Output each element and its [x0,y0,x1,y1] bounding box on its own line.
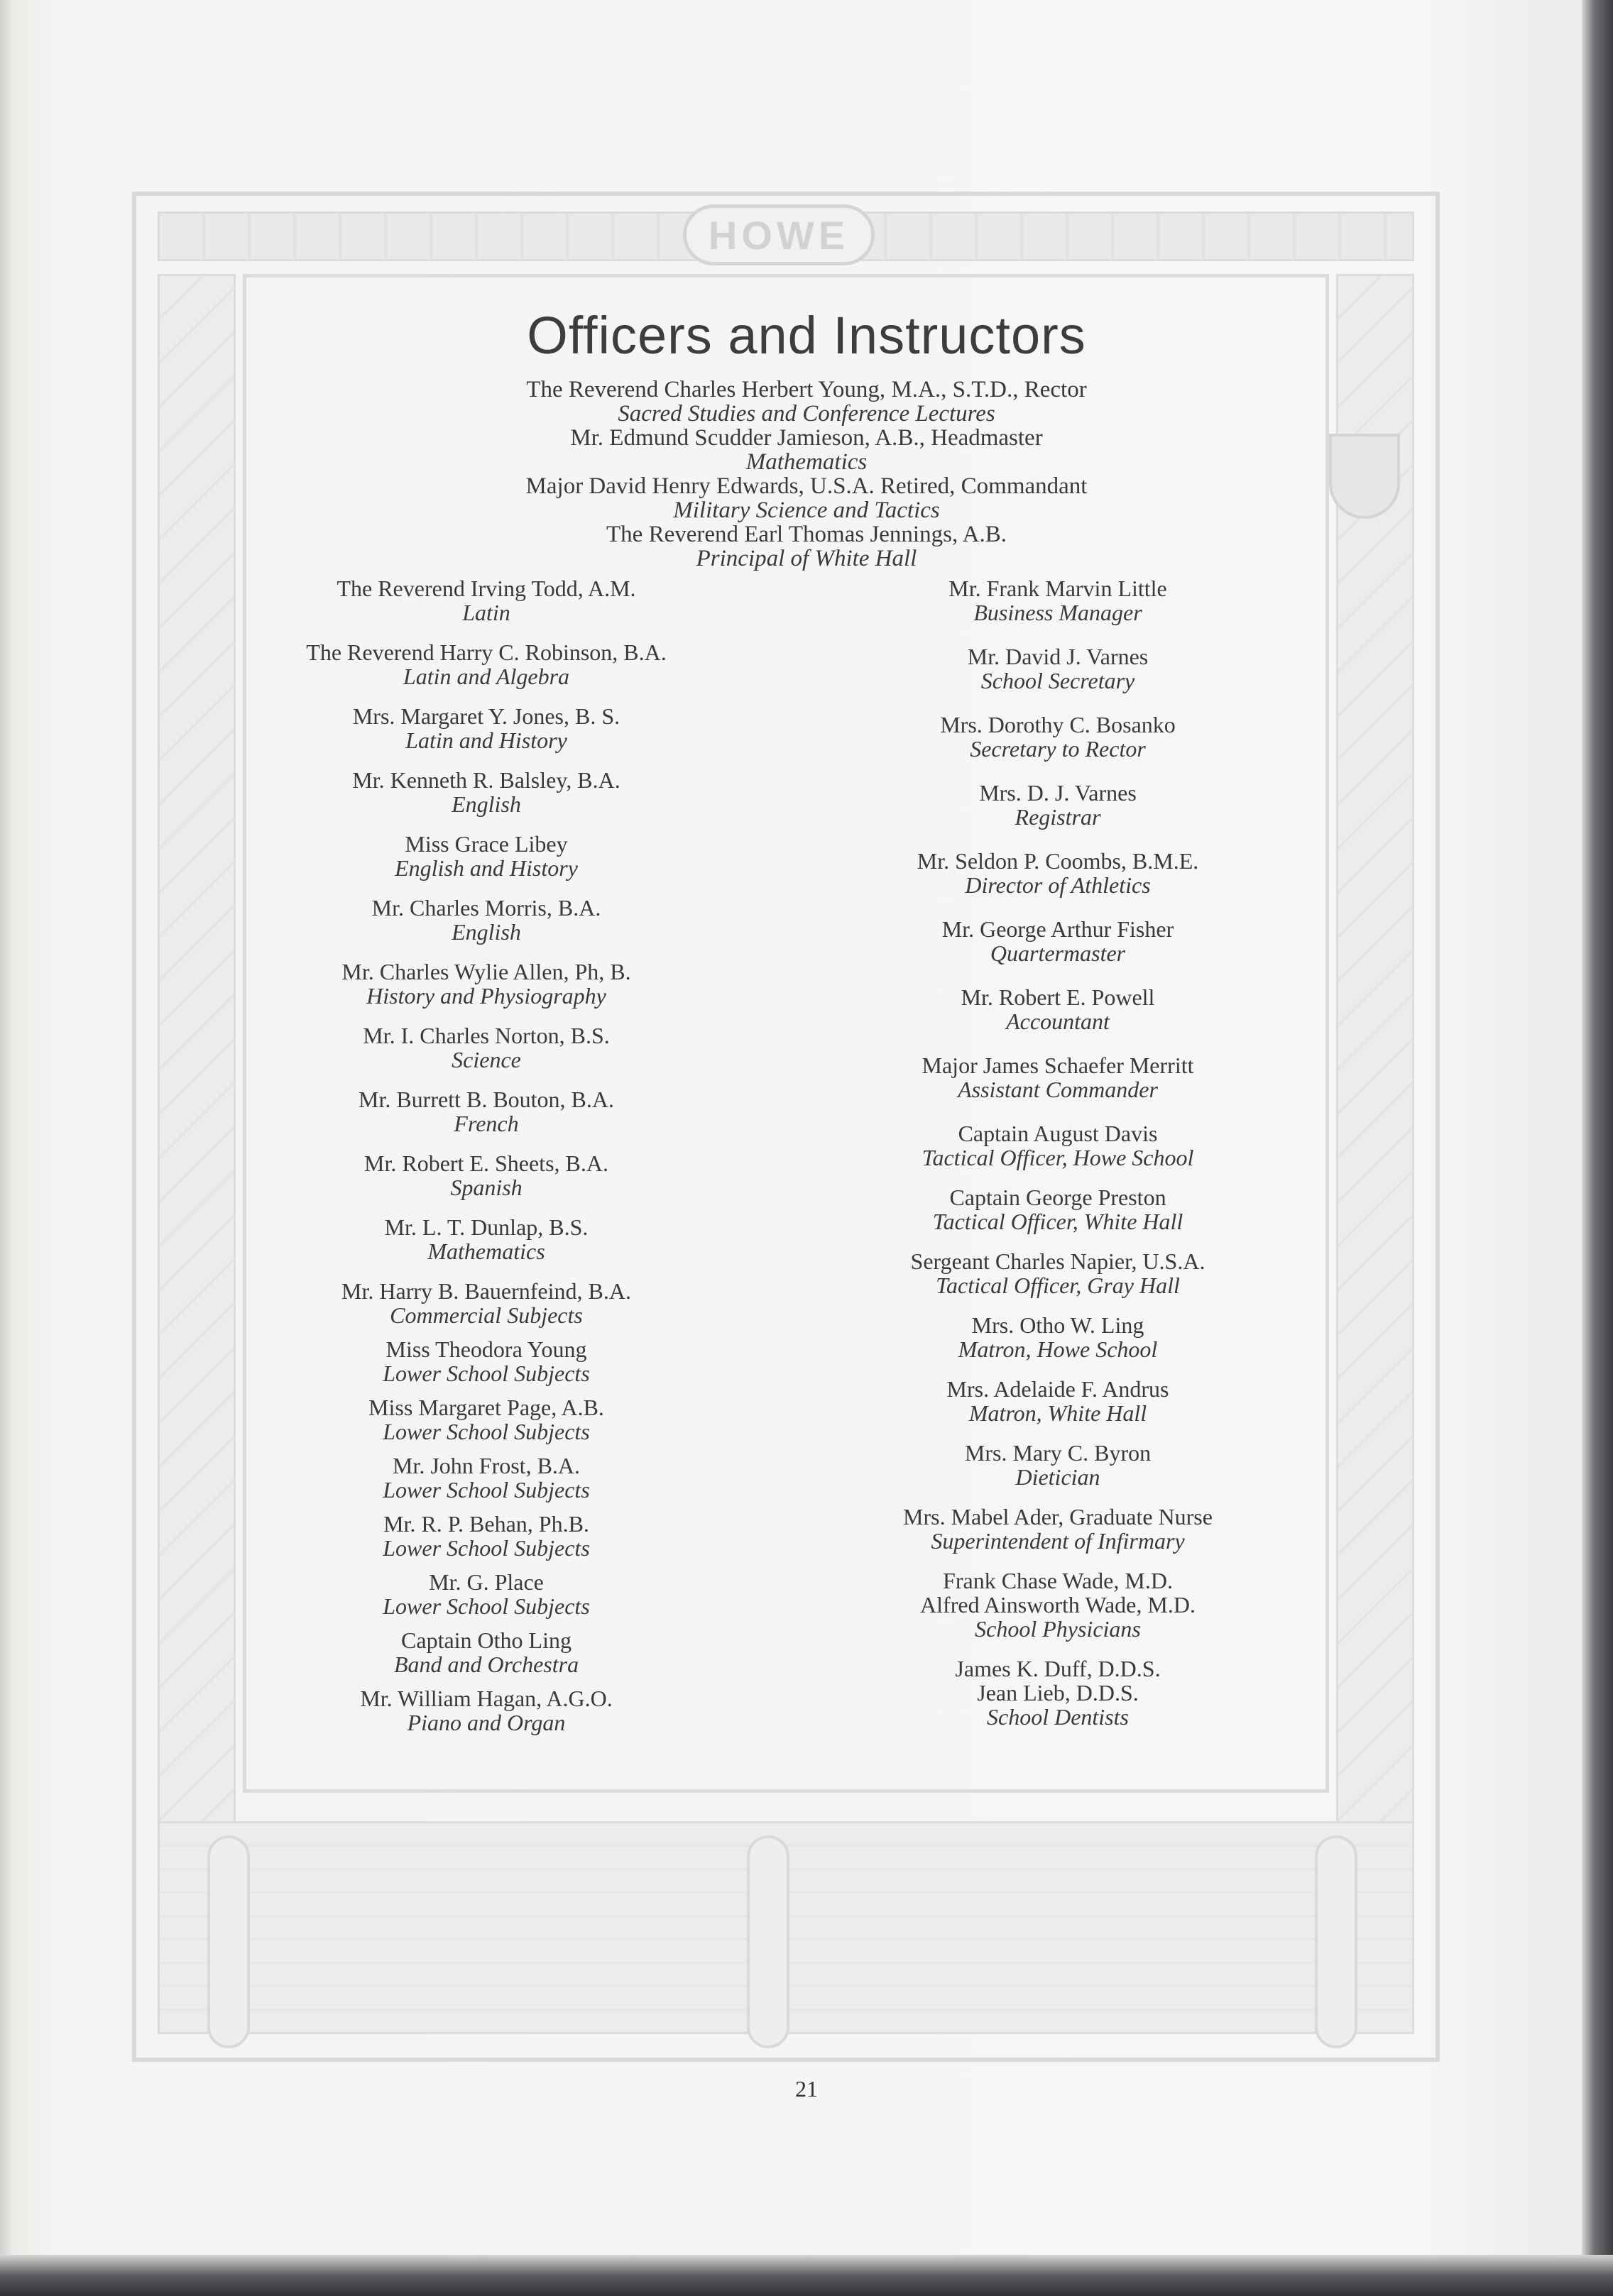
staff-role: School Dentists [987,1704,1129,1730]
officers-column [802,576,1313,1729]
staff-entry [234,704,738,752]
staff-entry [234,1337,738,1385]
book-spine-edge [1582,0,1613,2296]
staff-entry [234,1215,738,1263]
staff-name: Mrs. Mary C. Byron [964,1440,1152,1466]
staff-role: Matron, White Hall [968,1400,1147,1426]
staff-role: Mathematics [427,1238,545,1264]
staff-entry [802,849,1313,897]
staff-name: James K. Duff, D.D.S. [955,1656,1161,1681]
staff-role: Quartermaster [990,940,1126,966]
staff-name: Miss Grace Libey [405,831,568,857]
staff-entry [802,985,1313,1033]
staff-entry [234,1151,738,1199]
staff-name: Captain George Preston [949,1185,1166,1210]
staff-name: Mr. Burrett B. Bouton, B.A. [358,1087,614,1112]
staff-role: School Secretary [980,668,1135,693]
staff-role: English [452,791,521,817]
staff-name: Jean Lieb, D.D.S. [977,1680,1139,1705]
staff-role: Lower School Subjects [383,1477,590,1503]
staff-role: Latin and Algebra [403,664,570,689]
staff-name: Alfred Ainsworth Wade, M.D. [920,1592,1196,1617]
staff-role: Spanish [450,1175,523,1200]
staff-name: Mr. Kenneth R. Balsley, B.A. [352,767,620,793]
senior-officers [0,378,1613,571]
staff-role: Lower School Subjects [383,1361,590,1386]
staff-entry [802,1569,1313,1641]
staff-role: Lower School Subjects [383,1593,590,1619]
staff-entry [802,1505,1313,1553]
staff-name: Miss Theodora Young [386,1336,587,1362]
header-line: The Reverend Charles Herbert Young, M.A., S.T.D., Rector [526,377,1087,402]
staff-entry [234,832,738,880]
staff-entry [234,1686,738,1735]
staff-name: Mr. L. T. Dunlap, B.S. [384,1214,589,1240]
staff-entry [802,1121,1313,1170]
staff-entry [234,768,738,816]
header-line: Military Science and Tactics [673,498,940,523]
staff-role: Registrar [1015,804,1101,830]
staff-entry [234,1023,738,1072]
staff-name: Mr. R. P. Behan, Ph.B. [383,1511,589,1537]
staff-role: English [452,919,521,945]
staff-role: Accountant [1006,1009,1110,1034]
staff-role: Secretary to Rector [970,736,1146,762]
staff-entry [802,644,1313,693]
staff-entry [234,1570,738,1618]
staff-name: Captain Otho Ling [401,1627,572,1653]
staff-entry [234,640,738,688]
staff-name: Frank Chase Wade, M.D. [943,1568,1173,1593]
staff-name: Mr. David J. Varnes [967,644,1149,669]
staff-entry [802,1441,1313,1489]
staff-name: Sergeant Charles Napier, U.S.A. [910,1248,1205,1274]
staff-entry [802,576,1313,625]
header-line: Sacred Studies and Conference Lectures [618,401,995,427]
staff-entry [234,1512,738,1560]
staff-role: Business Manager [973,600,1142,625]
staff-name: Mr. Seldon P. Coombs, B.M.E. [917,848,1199,874]
staff-role: French [454,1111,519,1136]
staff-entry [234,1087,738,1136]
staff-entry [234,1279,738,1327]
staff-name: Mr. G. Place [429,1569,544,1595]
staff-entry [802,1185,1313,1234]
staff-role: Matron, Howe School [958,1336,1158,1362]
staff-role: Tactical Officer, Gray Hall [936,1273,1180,1298]
staff-name: Mrs. Margaret Y. Jones, B. S. [352,703,620,729]
staff-role: Tactical Officer, Howe School [922,1145,1194,1170]
staff-entry [802,1053,1313,1102]
staff-role: School Physicians [975,1616,1141,1642]
header-line: Mathematics [745,449,868,475]
staff-name: Mr. William Hagan, A.G.O. [360,1686,613,1711]
staff-name: Mrs. Otho W. Ling [971,1312,1144,1338]
staff-role: Assistant Commander [958,1077,1158,1102]
staff-role: Piano and Organ [407,1710,566,1735]
header-line: Mr. Edmund Scudder Jamieson, A.B., Headmaster [570,425,1043,451]
staff-role: Lower School Subjects [383,1419,590,1444]
staff-entry [234,576,738,625]
howe-crest-label: HOWE [708,212,850,258]
staff-name: Mrs. D. J. Varnes [979,780,1137,806]
header-line: Principal of White Hall [696,546,917,571]
staff-name: The Reverend Harry C. Robinson, B.A. [306,639,667,665]
staff-name: Mrs. Adelaide F. Andrus [946,1376,1169,1402]
scroll-ornament-icon [747,1835,789,2048]
staff-role: Superintendent of Infirmary [931,1528,1185,1554]
header-line: The Reverend Earl Thomas Jennings, A.B. [606,522,1007,547]
staff-entry [234,1454,738,1502]
staff-role: Tactical Officer, White Hall [932,1209,1183,1234]
staff-name: Mrs. Dorothy C. Bosanko [940,712,1176,737]
staff-name: Mr. John Frost, B.A. [392,1453,581,1478]
staff-role: Lower School Subjects [383,1535,590,1561]
scroll-ornament-icon [1315,1835,1357,2048]
staff-role: Director of Athletics [965,872,1151,898]
staff-entry [234,1628,738,1676]
staff-name: Miss Margaret Page, A.B. [368,1395,604,1420]
staff-role: Band and Orchestra [393,1652,579,1677]
page-number: 21 [795,2076,818,2102]
howe-crest [683,204,875,265]
staff-role: Commercial Subjects [390,1302,583,1328]
staff-entry [802,1249,1313,1297]
staff-entry [234,960,738,1008]
staff-role: Dietician [1015,1464,1100,1490]
staff-name: Mr. Robert E. Powell [961,984,1155,1010]
staff-entry [234,896,738,944]
staff-role: History and Physiography [366,983,606,1009]
scan-bottom-edge [0,2255,1613,2296]
staff-name: The Reverend Irving Todd, A.M. [337,576,636,601]
staff-name: Major James Schaefer Merritt [922,1053,1194,1078]
header-line: Major David Henry Edwards, U.S.A. Retired, Commandant [525,473,1088,499]
scroll-ornament-icon [207,1835,250,2048]
staff-name: Captain August Davis [958,1121,1158,1146]
staff-name: Mr. Charles Wylie Allen, Ph, B. [341,959,631,984]
staff-name: Mr. George Arthur Fisher [941,916,1174,942]
staff-role: Latin [462,600,510,625]
staff-name: Mr. Robert E. Sheets, B.A. [364,1150,608,1176]
staff-entry [802,1657,1313,1729]
staff-entry [802,1377,1313,1425]
staff-entry [802,781,1313,829]
page-title: Officers and Instructors [527,306,1086,365]
staff-name: Mr. Charles Morris, B.A. [371,895,601,921]
staff-entry [802,713,1313,761]
staff-entry [234,1395,738,1444]
staff-name: Mr. Frank Marvin Little [948,576,1167,601]
staff-role: English and History [395,855,578,881]
staff-name: Mrs. Mabel Ader, Graduate Nurse [903,1504,1213,1529]
staff-role: Science [452,1047,521,1072]
staff-entry [802,1313,1313,1361]
instructors-column [234,576,738,1735]
staff-role: Latin and History [405,727,567,753]
staff-entry [802,917,1313,965]
staff-name: Mr. I. Charles Norton, B.S. [363,1023,610,1048]
staff-name: Mr. Harry B. Bauernfeind, B.A. [341,1278,631,1304]
